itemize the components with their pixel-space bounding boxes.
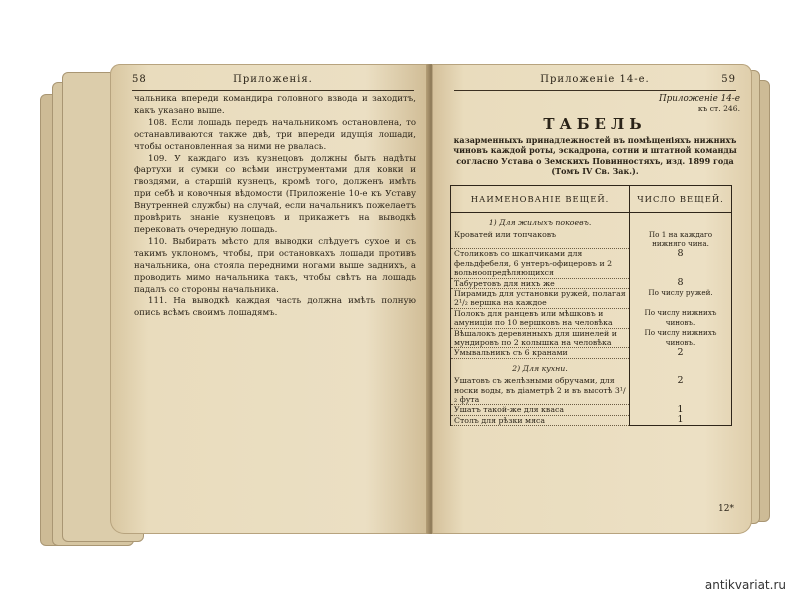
- item-count: По числу нижнихъ чиновъ.: [630, 308, 732, 328]
- table-row: [451, 288, 732, 308]
- item-count: По числу нижнихъ чиновъ.: [630, 328, 732, 348]
- table-heading: ТАБЕЛЬ: [543, 115, 647, 133]
- left-page: [110, 64, 430, 534]
- item-name: Умывальникъ съ 6 кранами: [451, 348, 630, 358]
- table-row: [451, 230, 732, 249]
- item-count: 2: [630, 348, 732, 358]
- item-name: Табуретовъ для нихъ же: [451, 278, 630, 288]
- item-count: 1: [630, 405, 732, 415]
- item-count: По числу ружей.: [630, 288, 732, 308]
- table-row: [451, 348, 732, 358]
- appendix-article: къ ст. 246.: [697, 104, 740, 113]
- paragraph: чальника впереди командира головного взвода и заходитъ, какъ указано выше.: [134, 94, 416, 116]
- table-row: [451, 249, 732, 278]
- left-page-text: [134, 94, 416, 320]
- column-header-count: ЧИСЛО ВЕЩЕЙ.: [630, 185, 732, 212]
- header-rule: [132, 90, 414, 91]
- table-row: [451, 376, 732, 405]
- left-page-title: Приложенія.: [233, 74, 313, 85]
- paragraph: 111. На выводкѣ каждая часть должна имѣть полную опись всѣмъ своимъ лошадямъ.: [134, 296, 416, 319]
- paragraph: 108. Если лошадь передъ начальникомъ остановлена, то останавливаются также двѣ, три впереди идущія лошади, чтобы остановленная за ними не рвалась.: [134, 117, 416, 152]
- item-name: Вѣшалокъ деревянныхъ для шинелей и мундировъ по 2 колышка на человѣка: [451, 328, 630, 348]
- table-row: [451, 415, 732, 425]
- paragraph: 109. У каждаго изъ кузнецовъ должны быть надѣты фартухи и сумки со всѣми инструментами для ковки и гвоздями, а старшій кузнецъ, кромѣ того, долженъ имѣть при себѣ и ковочныя вѣдомости (Приложеніе 10-е къ Уставу Внутренней службы) на случай, если начальникъ пожелаетъ провѣрить знаніе кузнецовъ и прикажетъ на выводкѣ перековать очередную лошадь.: [134, 153, 416, 235]
- column-header-item: НАИМЕНОВАНІЕ ВЕЩЕЙ.: [451, 185, 630, 212]
- item-count: По 1 на каждаго нижняго чина.: [630, 230, 732, 249]
- header-rule: [454, 90, 736, 91]
- table-cell: [630, 212, 732, 230]
- item-name: Пирамидъ для установки ружей, полагая 2¹/₂ вершка на каждое: [451, 288, 630, 308]
- item-count: 1: [630, 415, 732, 425]
- table-row: [451, 405, 732, 415]
- item-name: Полокъ для ранцевъ или мѣшковъ и амуниціи по 10 вершковъ на человѣка: [451, 308, 630, 328]
- item-name: Ушатъ такой-же для кваса: [451, 405, 630, 415]
- item-name: Столъ для рѣзки мяса: [451, 415, 630, 425]
- open-book: [40, 52, 770, 554]
- table-row: [451, 308, 732, 328]
- right-page: [432, 64, 752, 534]
- left-page-number: 58: [132, 74, 147, 85]
- table-cell: [630, 358, 732, 376]
- section-title: 1) Для жилыхъ покоевъ.: [451, 212, 630, 230]
- table-row: [451, 278, 732, 288]
- item-count: 8: [630, 278, 732, 288]
- item-count: 8: [630, 249, 732, 278]
- item-name: Столиковъ со шкапчиками для фельдфебеля, 6 унтеръ-офицеровъ и 2 вольноопредѣляющихся: [451, 249, 630, 278]
- right-page-number: 59: [721, 74, 736, 85]
- watermark: antikvariat.ru: [704, 578, 786, 592]
- item-count: 2: [630, 376, 732, 405]
- table-description: казарменныхъ принадлежностей въ помѣщеніяхъ нижнихъ чиновъ каждой роты, эскадрона, сотни и штатной команды согласно Устава о Земскихъ Повинностяхъ, изд. 1899 года (Томъ IV Св. Зак.).: [453, 135, 737, 177]
- right-page-title: Приложеніе 14-е.: [540, 74, 650, 85]
- signature-mark: 12*: [718, 504, 734, 514]
- item-name: Кроватей или топчаковъ: [451, 230, 630, 249]
- item-name: Ушатовъ съ желѣзными обручами, для носки воды, въ діаметрѣ 2 и въ высотѣ 3¹/₂ фута: [451, 376, 630, 405]
- table-row: [451, 328, 732, 348]
- appendix-reference: Приложеніе 14-е: [658, 94, 740, 104]
- inventory-table: [450, 185, 732, 427]
- section-title: 2) Для кухни.: [451, 358, 630, 376]
- paragraph: 110. Выбирать мѣсто для выводки слѣдуетъ сухое и съ такимъ уклономъ, чтобы, при остановкахъ лошади противъ начальника, она стояла передними ногами выше задниxъ, а проводить мимо начальника такъ, чтобы свѣтъ на лошадь падалъ со стороны начальника.: [134, 236, 416, 295]
